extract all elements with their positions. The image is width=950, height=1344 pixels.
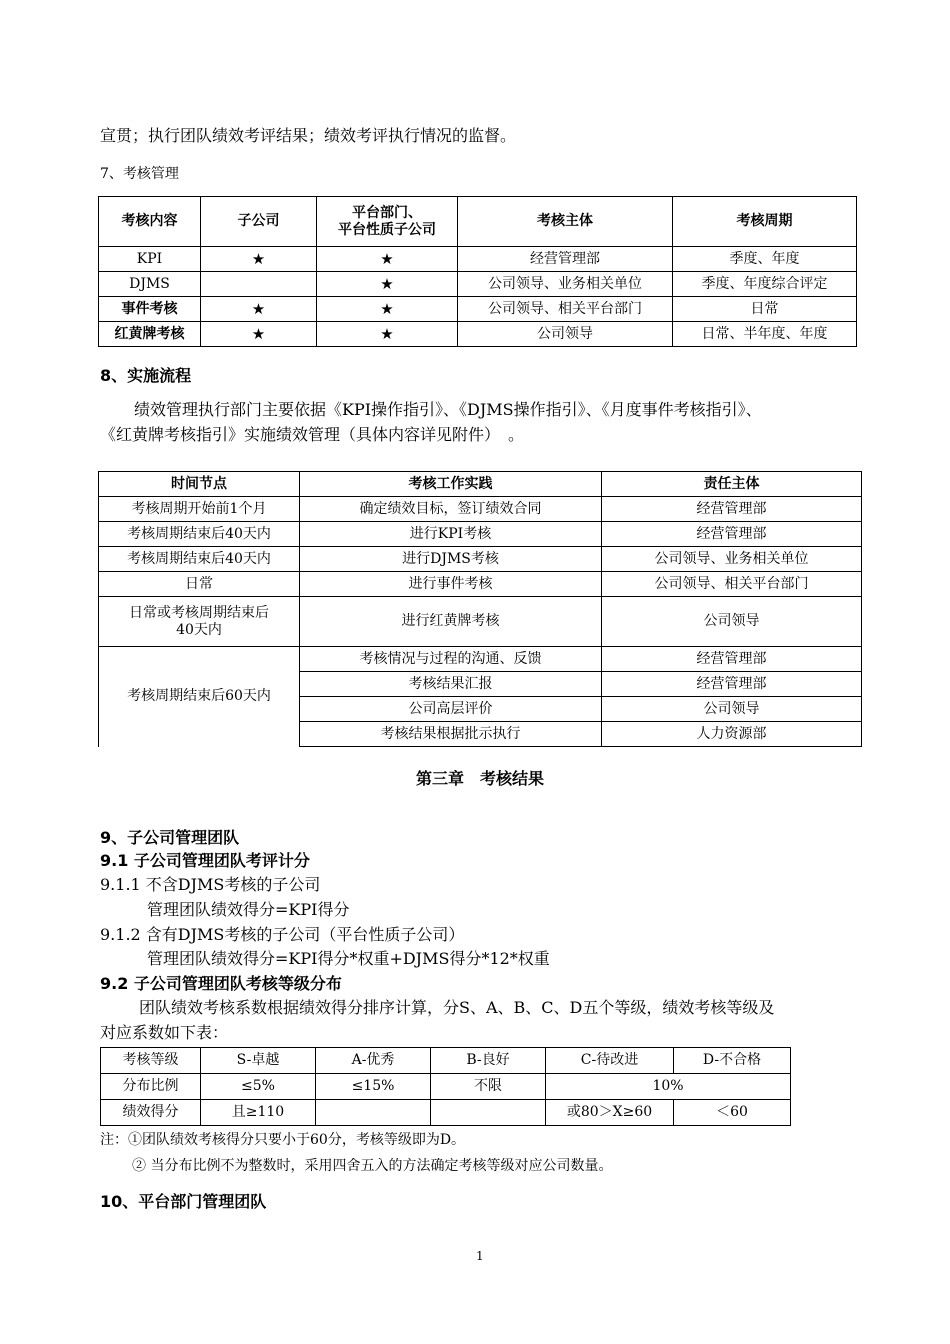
table-row: 日常 进行事件考核 公司领导、相关平台部门 — [99, 572, 862, 597]
section911-formula: 管理团队绩效得分=KPI得分 — [147, 900, 350, 919]
table-row: 考核结果汇报 经营管理部 — [99, 672, 862, 697]
grade-distribution-table — [100, 1047, 791, 1126]
star-icon: ★ — [317, 247, 458, 272]
star-icon: ★ — [201, 322, 317, 347]
header-platform: 平台部门、 平台性质子公司 — [317, 197, 458, 247]
note-2: ② 当分布比例不为整数时，采用四舍五入的方法确定考核等级对应公司数量。 — [132, 1158, 613, 1174]
table-row: 红黄牌考核 ★ ★ 公司领导 日常、半年度、年度 — [99, 322, 857, 347]
table-row: 考核周期开始前1个月 确定绩效目标，签订绩效合同 经营管理部 — [99, 497, 862, 522]
section912-formula: 管理团队绩效得分=KPI得分*权重+DJMS得分*12*权重 — [147, 949, 550, 968]
star-icon: ★ — [317, 272, 458, 297]
header-time: 时间节点 — [99, 472, 300, 497]
section92-para1: 团队绩效考核系数根据绩效得分排序计算，分S、A、B、C、D五个等级，绩效考核等级及 — [139, 998, 775, 1017]
table-row: 考核周期结束后60天内 考核情况与过程的沟通、反馈 经营管理部 — [99, 647, 862, 672]
chapter-title: 第三章 考核结果 — [415, 769, 544, 788]
header-cycle: 考核周期 — [673, 197, 857, 247]
table-row: 事件考核 ★ ★ 公司领导、相关平台部门 日常 — [99, 297, 857, 322]
assessment-management-table — [98, 196, 857, 347]
table-row: 考核等级 S-卓越 A-优秀 B-良好 C-待改进 D-不合格 — [101, 1048, 791, 1074]
section911-title: 9.1.1 不含DJMS考核的子公司 — [100, 875, 321, 894]
star-icon: ★ — [201, 247, 317, 272]
header-subject: 考核主体 — [458, 197, 673, 247]
section10-title: 10、平台部门管理团队 — [100, 1192, 267, 1211]
section92-para2: 对应系数如下表： — [100, 1023, 229, 1042]
table-row: 分布比例 ≤5% ≤15% 不限 10% — [101, 1074, 791, 1100]
section91-title: 9.1 子公司管理团队考评计分 — [100, 851, 310, 870]
header-owner: 责任主体 — [602, 472, 862, 497]
header-content: 考核内容 — [99, 197, 201, 247]
section8-title: 8、实施流程 — [100, 366, 192, 385]
intro-line: 宣贯；执行团队绩效考评结果；绩效考评执行情况的监督。 — [100, 126, 517, 145]
table-row: 绩效得分 且≥110 或80＞X≥60 ＜60 — [101, 1100, 791, 1126]
section912-title: 9.1.2 含有DJMS考核的子公司（平台性质子公司） — [100, 925, 465, 944]
star-icon: ★ — [201, 297, 317, 322]
table-row: 考核周期结束后40天内 进行DJMS考核 公司领导、业务相关单位 — [99, 547, 862, 572]
star-icon: ★ — [317, 322, 458, 347]
table-row: KPI ★ ★ 经营管理部 季度、年度 — [99, 247, 857, 272]
table-row: 考核结果根据批示执行 人力资源部 — [99, 722, 862, 747]
table-row: DJMS ★ 公司领导、业务相关单位 季度、年度综合评定 — [99, 272, 857, 297]
table-row: 考核周期结束后40天内 进行KPI考核 经营管理部 — [99, 522, 862, 547]
header-subsidiary: 子公司 — [201, 197, 317, 247]
section92-title: 9.2 子公司管理团队考核等级分布 — [100, 974, 342, 993]
section8-para1: 绩效管理执行部门主要依据《KPI操作指引》、《DJMS操作指引》、《月度事件考核指引》、 — [134, 400, 762, 419]
table-row: 公司高层评价 公司领导 — [99, 697, 862, 722]
header-work: 考核工作实践 — [300, 472, 602, 497]
page-number: 1 — [476, 1249, 484, 1263]
table-row: 日常或考核周期结束后 40天内 进行红黄牌考核 公司领导 — [99, 597, 862, 647]
implementation-flow-table — [98, 471, 862, 747]
note-1: 注：①团队绩效考核得分只要小于60分，考核等级即为D。 — [100, 1132, 466, 1148]
section8-para2: 《红黄牌考核指引》实施绩效管理（具体内容详见附件） 。 — [100, 425, 525, 444]
star-icon: ★ — [317, 297, 458, 322]
section7-title: 7、考核管理 — [100, 166, 179, 182]
section9-title: 9、子公司管理团队 — [100, 828, 240, 847]
